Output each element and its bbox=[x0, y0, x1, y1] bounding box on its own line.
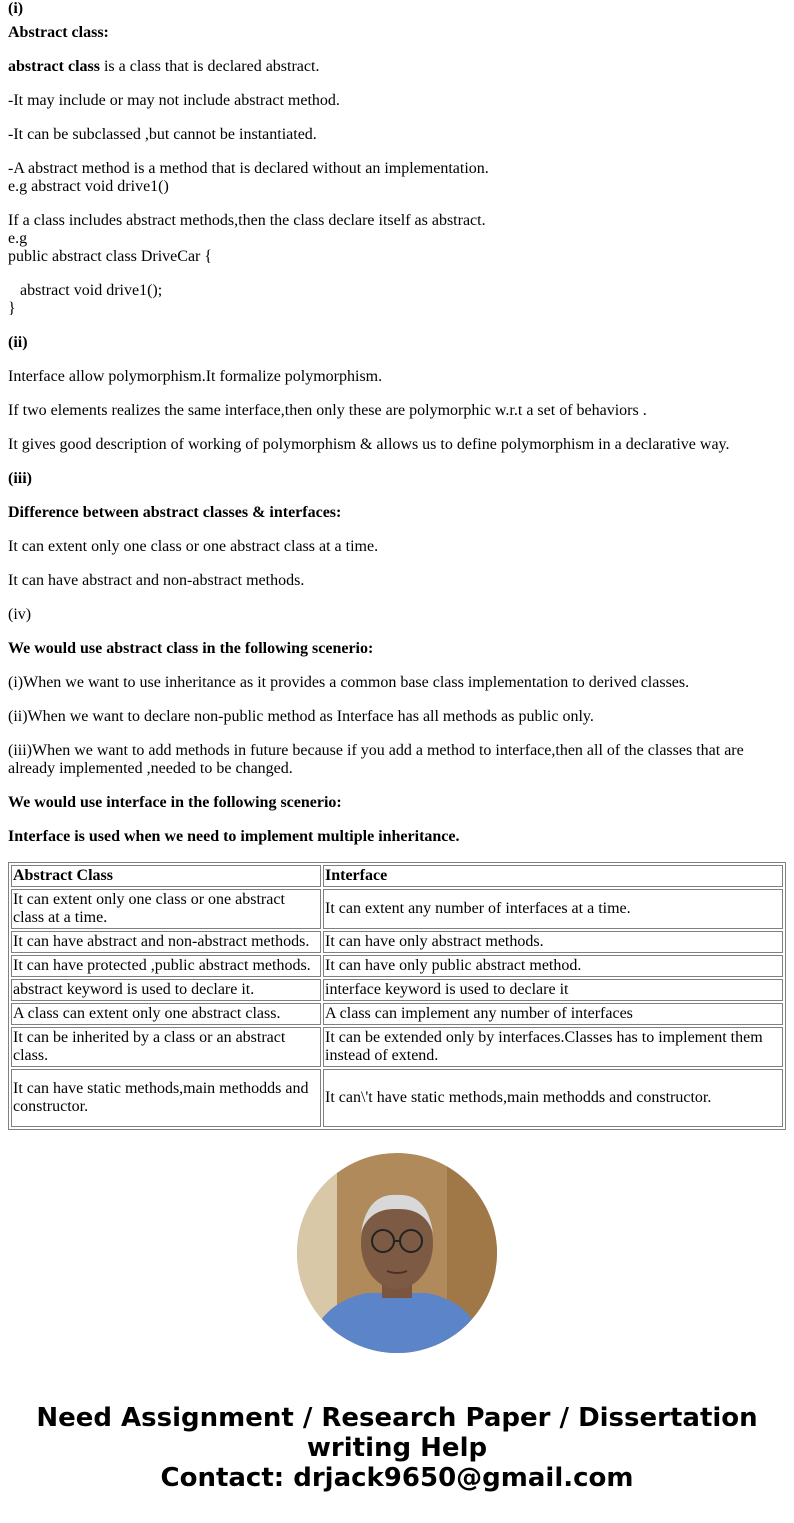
table-row bbox=[11, 1003, 783, 1025]
table-cell: abstract keyword is used to declare it. bbox=[11, 979, 321, 1001]
table-cell: It can have static methods,main methodds and constructor. bbox=[11, 1069, 321, 1127]
table-row bbox=[11, 1027, 783, 1067]
section-label: (iii) bbox=[8, 470, 32, 487]
footer-contact: Contact: drjack9650@gmail.com bbox=[160, 1463, 634, 1493]
footer-headline: Need Assignment / Research Paper / Dissertation writing Help bbox=[36, 1403, 758, 1463]
section-heading: Difference between abstract classes & interfaces: bbox=[8, 504, 342, 521]
table-cell: A class can extent only one abstract class. bbox=[11, 1003, 321, 1025]
section-heading: Interface is used when we need to implement multiple inheritance. bbox=[8, 828, 460, 845]
paragraph: (i)When we want to use inheritance as it provides a common base class implementation to derived classes. bbox=[8, 674, 690, 691]
section-heading: We would use interface in the following scenerio: bbox=[8, 794, 342, 811]
paragraph: (ii)When we want to declare non-public method as Interface has all methods as public only. bbox=[8, 708, 594, 725]
text-line: -A abstract method is a method that is declared without an implementation. bbox=[8, 160, 489, 177]
comparison-table bbox=[8, 862, 786, 1130]
table-cell: It can be inherited by a class or an abstract class. bbox=[11, 1027, 321, 1067]
code-line: } bbox=[8, 300, 16, 317]
text-line: e.g bbox=[8, 230, 28, 247]
paragraph: It can extent only one class or one abstract class at a time. bbox=[8, 538, 379, 555]
paragraph: -It can be subclassed ,but cannot be instantiated. bbox=[8, 126, 317, 143]
table-header-row bbox=[11, 865, 783, 887]
paragraph: It can have abstract and non-abstract methods. bbox=[8, 572, 305, 589]
table-cell: It can have abstract and non-abstract methods. bbox=[11, 931, 321, 953]
section-label: (i) bbox=[8, 0, 24, 17]
term: abstract class bbox=[8, 58, 100, 75]
table-row bbox=[11, 889, 783, 929]
section-label: (iv) bbox=[8, 606, 32, 623]
table-header: Interface bbox=[323, 865, 783, 887]
section-heading: Abstract class: bbox=[8, 24, 109, 41]
table-header: Abstract Class bbox=[11, 865, 321, 887]
table-cell: It can have only public abstract method. bbox=[323, 955, 783, 977]
code-line: abstract void drive1(); bbox=[8, 282, 163, 299]
article bbox=[8, 0, 786, 1130]
section-label: (ii) bbox=[8, 334, 28, 351]
table-cell: It can have only abstract methods. bbox=[323, 931, 783, 953]
table-cell: It can have protected ,public abstract methods. bbox=[11, 955, 321, 977]
code-example bbox=[8, 212, 786, 318]
code-line: public abstract class DriveCar { bbox=[8, 248, 213, 265]
table-cell: interface keyword is used to declare it bbox=[323, 979, 783, 1001]
table-cell: It can extent any number of interfaces at a time. bbox=[323, 889, 783, 929]
table-cell: It can extent only one class or one abstract class at a time. bbox=[11, 889, 321, 929]
paragraph bbox=[8, 58, 786, 76]
table-row bbox=[11, 979, 783, 1001]
paragraph bbox=[8, 160, 786, 196]
table-row bbox=[11, 931, 783, 953]
table-row bbox=[11, 1069, 783, 1127]
paragraph: It gives good description of working of polymorphism & allows us to define polymorphism in a declarative way. bbox=[8, 436, 730, 453]
definition: is a class that is declared abstract. bbox=[99, 58, 320, 75]
section-heading: We would use abstract class in the following scenerio: bbox=[8, 640, 374, 657]
text-line: If a class includes abstract methods,then the class declare itself as abstract. bbox=[8, 212, 486, 229]
author-photo bbox=[297, 1153, 497, 1353]
table-row bbox=[11, 955, 783, 977]
paragraph: If two elements realizes the same interface,then only these are polymorphic w.r.t a set of behaviors . bbox=[8, 402, 647, 419]
paragraph: -It may include or may not include abstract method. bbox=[8, 92, 340, 109]
table-cell: It can be extended only by interfaces.Classes has to implement them instead of extend. bbox=[323, 1027, 783, 1067]
paragraph: Interface allow polymorphism.It formalize polymorphism. bbox=[8, 368, 383, 385]
paragraph: (iii)When we want to add methods in future because if you add a method to interface,then all of the classes that are already implemented ,needed to be changed. bbox=[8, 742, 744, 777]
text-line: e.g abstract void drive1() bbox=[8, 178, 169, 195]
table-cell: A class can implement any number of interfaces bbox=[323, 1003, 783, 1025]
footer-banner bbox=[0, 1403, 794, 1493]
table-cell: It can\'t have static methods,main methodds and constructor. bbox=[323, 1069, 783, 1127]
